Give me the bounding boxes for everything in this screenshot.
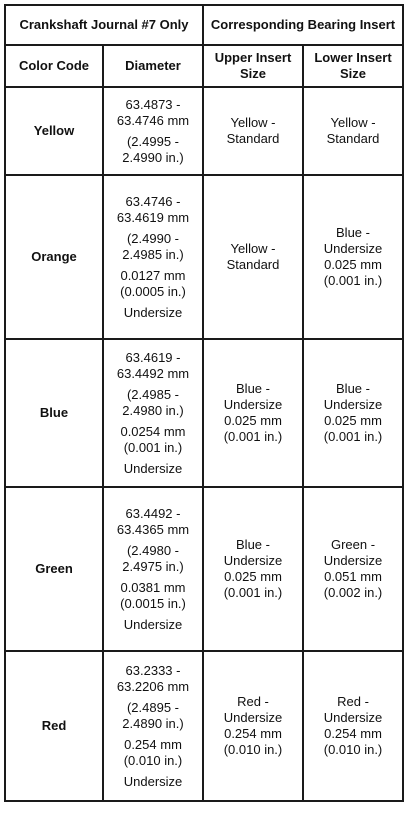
diameter-in: (2.4980 - 2.4975 in.)	[122, 542, 184, 574]
undersize-label: Undersize	[123, 616, 183, 632]
lower-insert-cell: Blue - Undersize 0.025 mm (0.001 in.)	[303, 339, 403, 487]
lower-insert-cell: Green - Undersize 0.051 mm (0.002 in.)	[303, 487, 403, 651]
diameter-cell	[103, 651, 203, 801]
undersize-mm: 0.0381 mm (0.0015 in.)	[120, 579, 186, 611]
undersize-mm: 0.254 mm (0.010 in.)	[123, 736, 183, 768]
upper-insert-cell: Yellow - Standard	[203, 175, 303, 339]
undersize-label: Undersize	[123, 773, 183, 789]
diameter-mm: 63.4619 - 63.4492 mm	[116, 349, 190, 381]
table-row-orange	[5, 175, 403, 339]
table-row-yellow	[5, 87, 403, 175]
diameter-cell	[103, 87, 203, 175]
diameter-in: (2.4985 - 2.4980 in.)	[122, 386, 184, 418]
undersize-label: Undersize	[123, 460, 183, 476]
color-code-cell: Red	[5, 651, 103, 801]
color-code-header: Color Code	[5, 45, 103, 87]
table-row-blue	[5, 339, 403, 487]
undersize-mm: 0.0254 mm (0.001 in.)	[120, 423, 186, 455]
crankshaft-bearing-table	[4, 4, 404, 802]
lower-insert-cell: Blue - Undersize 0.025 mm (0.001 in.)	[303, 175, 403, 339]
undersize-mm: 0.0127 mm (0.0005 in.)	[120, 267, 186, 299]
bearing-header: Corresponding Bearing Insert	[203, 5, 403, 45]
header-row-top	[5, 5, 403, 45]
lower-insert-header: Lower Insert Size	[303, 45, 403, 87]
upper-insert-cell: Blue - Undersize 0.025 mm (0.001 in.)	[203, 339, 303, 487]
color-code-cell: Yellow	[5, 87, 103, 175]
diameter-cell	[103, 339, 203, 487]
diameter-in: (2.4895 - 2.4890 in.)	[122, 699, 184, 731]
diameter-in: (2.4995 - 2.4990 in.)	[122, 133, 184, 165]
diameter-header: Diameter	[103, 45, 203, 87]
table-row-red	[5, 651, 403, 801]
diameter-cell	[103, 175, 203, 339]
color-code-cell: Orange	[5, 175, 103, 339]
upper-insert-cell: Yellow - Standard	[203, 87, 303, 175]
upper-insert-cell: Blue - Undersize 0.025 mm (0.001 in.)	[203, 487, 303, 651]
table-row-green	[5, 487, 403, 651]
lower-insert-cell: Red - Undersize 0.254 mm (0.010 in.)	[303, 651, 403, 801]
diameter-mm: 63.4746 - 63.4619 mm	[116, 193, 190, 225]
color-code-cell: Green	[5, 487, 103, 651]
color-code-cell: Blue	[5, 339, 103, 487]
diameter-in: (2.4990 - 2.4985 in.)	[122, 230, 184, 262]
spec-table-container	[4, 4, 402, 802]
diameter-mm: 63.4492 - 63.4365 mm	[116, 505, 190, 537]
diameter-mm: 63.2333 - 63.2206 mm	[116, 662, 190, 694]
diameter-cell	[103, 487, 203, 651]
undersize-label: Undersize	[123, 304, 183, 320]
diameter-mm: 63.4873 - 63.4746 mm	[116, 96, 190, 128]
header-row-sub	[5, 45, 403, 87]
lower-insert-cell: Yellow - Standard	[303, 87, 403, 175]
upper-insert-header: Upper Insert Size	[203, 45, 303, 87]
upper-insert-cell: Red - Undersize 0.254 mm (0.010 in.)	[203, 651, 303, 801]
journal-header: Crankshaft Journal #7 Only	[5, 5, 203, 45]
